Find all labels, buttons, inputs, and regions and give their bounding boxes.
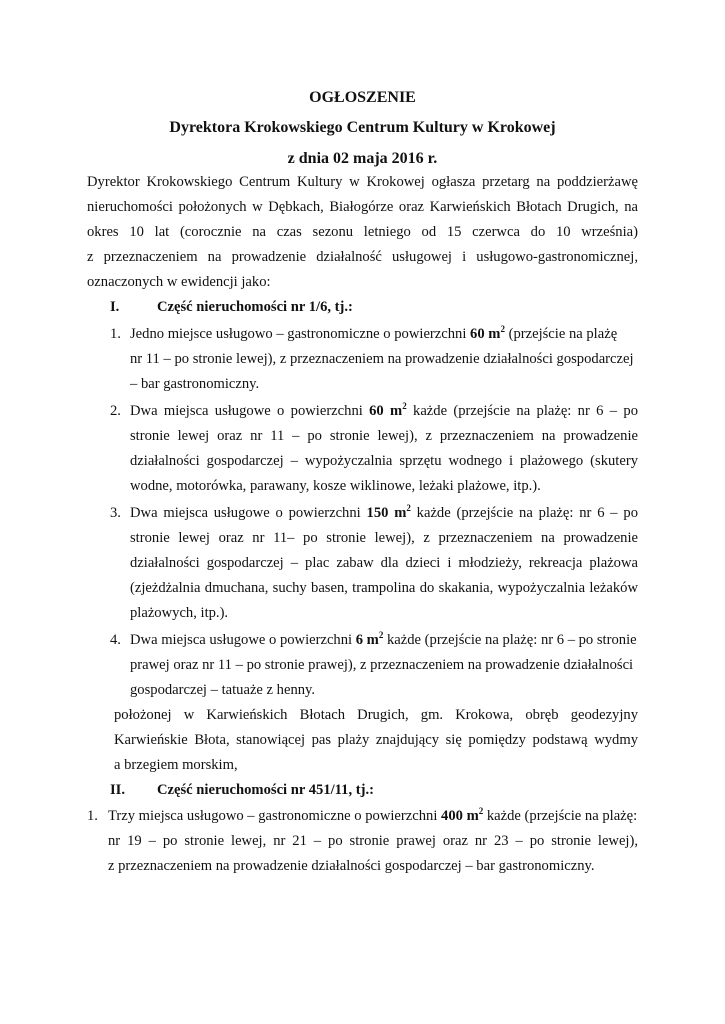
- section-2-item-1-number: 1.: [87, 808, 98, 824]
- location-line-1: położonej w Karwieńskich Błotach Drugich, gm. Krokowa, obręb geodezyjny: [114, 707, 638, 723]
- section-1-number: I.: [110, 299, 120, 315]
- document-date: z dnia 02 maja 2016 r.: [287, 150, 438, 167]
- section-1-item-4-number: 4.: [110, 632, 121, 648]
- section-1-item-3-line-3: działalności gospodarczej – plac zabaw dla dzieci i młodzieży, rekreacja plażowa: [130, 555, 638, 571]
- location-line-3: a brzegiem morskim,: [114, 757, 238, 773]
- section-1-item-3-line-4: (zjeżdżalnia dmuchana, suchy basen, trampolina do skakania, wypożyczalnia leżaków: [130, 580, 638, 596]
- section-1-item-3-number: 3.: [110, 505, 121, 521]
- section-1-item-2-line-4: wodne, motorówka, parawany, kosze wiklinowe, leżaki plażowe, itp.).: [130, 478, 541, 494]
- intro-line-4: z przeznaczeniem na prowadzenie działalność usługowej i usługowo-gastronomicznej,: [87, 249, 638, 265]
- section-1-item-2-line-3: działalności gospodarczej – wypożyczalnia sprzętu wodnego i plażowego (skutery: [130, 453, 638, 469]
- section-1-item-2-line-1: Dwa miejsca usługowe o powierzchni 60 $m^2$ każde (przejście na plażę: nr 6 – po: [130, 401, 638, 419]
- section-1-item-1-number: 1.: [110, 326, 121, 342]
- section-2-title: Część nieruchomości nr 451/11, tj.:: [157, 782, 374, 798]
- document-title: OGŁOSZENIE: [309, 89, 416, 106]
- section-2-item-1-line-2: nr 19 – po stronie lewej, nr 21 – po stronie prawej oraz nr 23 – po stronie lewej),: [108, 833, 638, 849]
- section-1-item-2-line-2: stronie lewej oraz nr 11 – po stronie lewej), z przeznaczeniem na prowadzenie: [130, 428, 638, 444]
- section-1-item-2-number: 2.: [110, 403, 121, 419]
- section-1-item-1-line-3: – bar gastronomiczny.: [130, 376, 260, 392]
- intro-line-5: oznaczonych w ewidencji jako:: [87, 274, 271, 290]
- intro-line-1: Dyrektor Krokowskiego Centrum Kultury w Krokowej ogłasza przetarg na poddzierżawę: [87, 174, 638, 190]
- section-2-item-1-line-1: Trzy miejsca usługowo – gastronomiczne o powierzchni 400 $m^2$ każde (przejście na plażę:: [108, 806, 638, 824]
- section-1-item-3-line-1: Dwa miejsca usługowe o powierzchni 150 $m^2$ każde (przejście na plażę: nr 6 – po: [130, 503, 639, 521]
- section-1-item-4-line-3: gospodarczej – tatuaże z henny.: [130, 682, 316, 698]
- intro-line-3: okres 10 lat (corocznie na czas sezonu letniego od 15 czerwca do 10 września): [87, 224, 638, 240]
- location-line-2: Karwieńskie Błota, stanowiącej pas plaży znajdujący się pomiędzy podstawą wydmy: [114, 732, 638, 748]
- section-1-item-3-line-2: stronie lewej oraz nr 11– po stronie lewej), z przeznaczeniem na prowadzenie: [130, 530, 638, 546]
- section-1-item-3-line-5: plażowych, itp.).: [130, 605, 229, 621]
- intro-line-2: nieruchomości położonych w Dębkach, Białogórze oraz Karwieńskich Błotach Drugich, na: [87, 199, 638, 215]
- section-1-title: Część nieruchomości nr 1/6, tj.:: [157, 299, 353, 315]
- section-1-item-1-line-2: nr 11 – po stronie lewej), z przeznaczeniem na prowadzenie działalności gospodarczej: [130, 351, 634, 367]
- section-2-number: II.: [110, 782, 126, 798]
- section-1-item-1-line-1: Jedno miejsce usługowo – gastronomiczne o powierzchni 60 $m^2$ (przejście na plażę: [130, 324, 618, 342]
- section-2-item-1-line-3: z przeznaczeniem na prowadzenie działalności gospodarczej – bar gastronomiczny.: [108, 858, 595, 874]
- section-1-item-4-line-2: prawej oraz nr 11 – po stronie prawej), z przeznaczeniem na prowadzenie działalności: [130, 657, 634, 673]
- document-subtitle: Dyrektora Krokowskiego Centrum Kultury w Krokowej: [169, 119, 556, 136]
- section-1-item-4-line-1: Dwa miejsca usługowe o powierzchni 6 $m^2$ każde (przejście na plażę: nr 6 – po stronie: [130, 630, 637, 648]
